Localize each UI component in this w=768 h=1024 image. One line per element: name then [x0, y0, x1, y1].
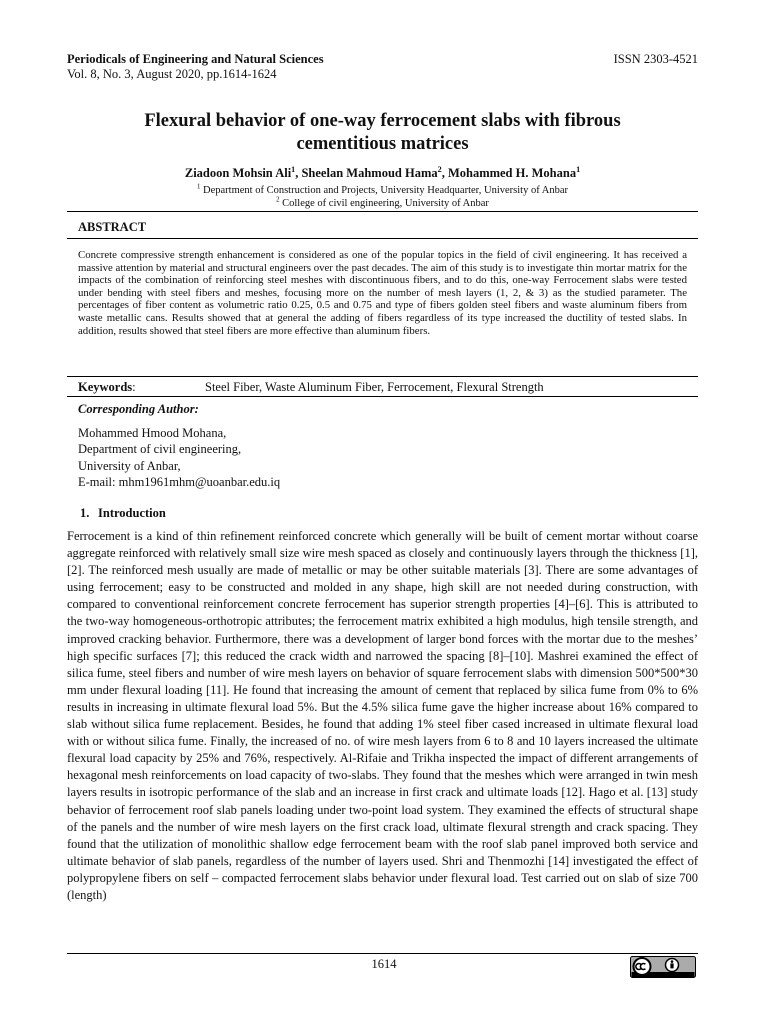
corresponding-line: Mohammed Hmood Mohana, [78, 426, 227, 441]
author-affil-mark: 1 [576, 164, 581, 174]
title-line-2: cementitious matrices [296, 134, 469, 154]
author-name: Ziadoon Mohsin Ali [184, 166, 292, 180]
footer-divider [67, 953, 698, 954]
keywords-label [78, 380, 136, 395]
corresponding-author [67, 401, 698, 490]
corresponding-email: E-mail: mhm1961mhm@uoanbar.edu.iq [78, 474, 281, 489]
affiliations [67, 185, 698, 210]
abstract-heading: ABSTRACT [78, 220, 147, 234]
section-heading-introduction [80, 506, 166, 521]
affiliation [67, 198, 698, 211]
keywords-row [67, 376, 698, 397]
author-name: Sheelan Mahmoud Hama [301, 166, 438, 180]
volume-info: Vol. 8, No. 3, August 2020, pp.1614-1624 [67, 67, 277, 81]
corresponding-line: Department of civil engineering, [78, 442, 242, 457]
author-separator: , [441, 166, 448, 180]
corresponding-line: University of Anbar, [78, 458, 181, 473]
affiliation-text: College of civil engineering, University of Anbar [279, 197, 489, 209]
journal-name: Periodicals of Engineering and Natural Sciences [67, 52, 324, 66]
abstract-header [67, 211, 698, 239]
keywords-value: Steel Fiber, Waste Aluminum Fiber, Ferrocement, Flexural Strength [205, 380, 544, 394]
keywords-label-text: Keywords [78, 380, 133, 394]
paper-title [67, 110, 698, 156]
author-name: Mohammed H. Mohana [447, 166, 577, 180]
keywords-colon: : [132, 380, 136, 394]
corresponding-heading: Corresponding Author: [78, 402, 199, 416]
issn: ISSN 2303-4521 [613, 52, 698, 66]
running-header [67, 52, 698, 82]
section-title: Introduction [98, 506, 166, 520]
author-affil-mark: 2 [437, 164, 442, 174]
affiliation-mark: 1 [197, 183, 201, 191]
author-separator: , [295, 166, 302, 180]
author-affil-mark: 1 [291, 164, 296, 174]
affiliation-mark: 2 [276, 196, 280, 203]
section-number: 1. [80, 506, 90, 520]
page-number: 1614 [371, 957, 397, 971]
author-list [67, 166, 698, 181]
abstract-text: Concrete compressive strength enhancement is considered as one of the popular topics in the field of civil engineering. It has received a massive attention by material and structural engineers over the past decades. The aim of this study is to investigate thin mortar matrix for the impacts of the combination of reinforcing steel meshes with discontinuous fibers, and to do this, one-way Ferrocement slabs were tested under bending with steel fibers and meshes, focusing more on the number of mesh layers (1, 2, & 3) as the studied parameter. The percentages of fiber content as volumetric ratio 0.25, 0.5 and 0.75 and type of fibers golden steel fibers and waste aluminum fibers from waste metallic cans. Results showed that at general the adding of fibers regardless of its type increased the ductility of tested slabs. In addition, results showed that steel fibers are more effective than aluminum fibers. [78, 249, 687, 337]
introduction-body: Ferrocement is a kind of thin refinement reinforced concrete which generally will be built of cement mortar without coarse aggregate reinforced with relatively small size wire mesh spaced as closely and continuously layers through the thickness [1], [2]. The reinforced mesh usually are made of metallic or may be other suitable materials [3]. There are some advantages of using ferrocement; easy to be constructed and molded in any shape, high skill are not needed during construction, with compared to conventional reinforcement concrete ferrocement has superior strength properties [4]–[6]. This is attributed to the two-way homogeneous-orthotropic attributes; the ferrocement matrix exhibited a high modulus, high tensile strength, and improved cracking behavior. Furthermore, there was a development of larger bond forces with the mortar due to the meshes’ high specific surfaces [7]; this reduced the crack width and narrowed the spacing [8]–[10]. Mashrei examined the effect of silica fume, steel fibers and number of wire mesh layers on behavior of square ferrocement slabs with dimension 500*500*30 mm under flexural loading [11]. He found that increasing the amount of cement that replaced by silica fume from 0% to 6% results in increasing in ultimate flexural load 5%. But the 4.5% silica fume gave the higher increase about 16% compared to slab without silica fume replacement. Besides, he found that adding 1% steel fiber cased increased in ultimate flexural load with or without silica fume. Finally, the increased of no. of wire mesh layers from 6 to 8 and 10 layers increased the ultimate flexural load capacity by 25% and 76%, respectively. Al-Rifaie and Trikha inspected the impact of different arrangements of hexagonal mesh reinforcements on load capacity of two-slabs. They found that the meshes which were arranged in twin mesh layers results in isotropic performance of the slab and an increase in first crack and ultimate loads [12]. Hago et al. [13] study behavior of ferrocement roof slab panels loading under two-point load system. They examined the effects of structural shape of the panels and the number of wire mesh layers on the first crack load, ultimate flexural strength and crack spacing. They found that the utilization of monolithic shallow edge ferrocement beam with the roof slab panel improved both service and ultimate behavior of slab panels, regardless of the number of layers used. Shri and Thenmozhi [14] investigated the effect of polypropylene fibers on self – compacted ferrocement slabs behavior under flexural load. Test carried out on slab of size 700 (length) [67, 529, 698, 902]
title-line-1: Flexural behavior of one-way ferrocement slabs with fibrous [144, 111, 621, 131]
cc-by-license-icon [630, 956, 696, 978]
affiliation-text: Department of Construction and Projects, University Headquarter, University of Anbar [200, 185, 568, 196]
affiliation [67, 185, 698, 198]
